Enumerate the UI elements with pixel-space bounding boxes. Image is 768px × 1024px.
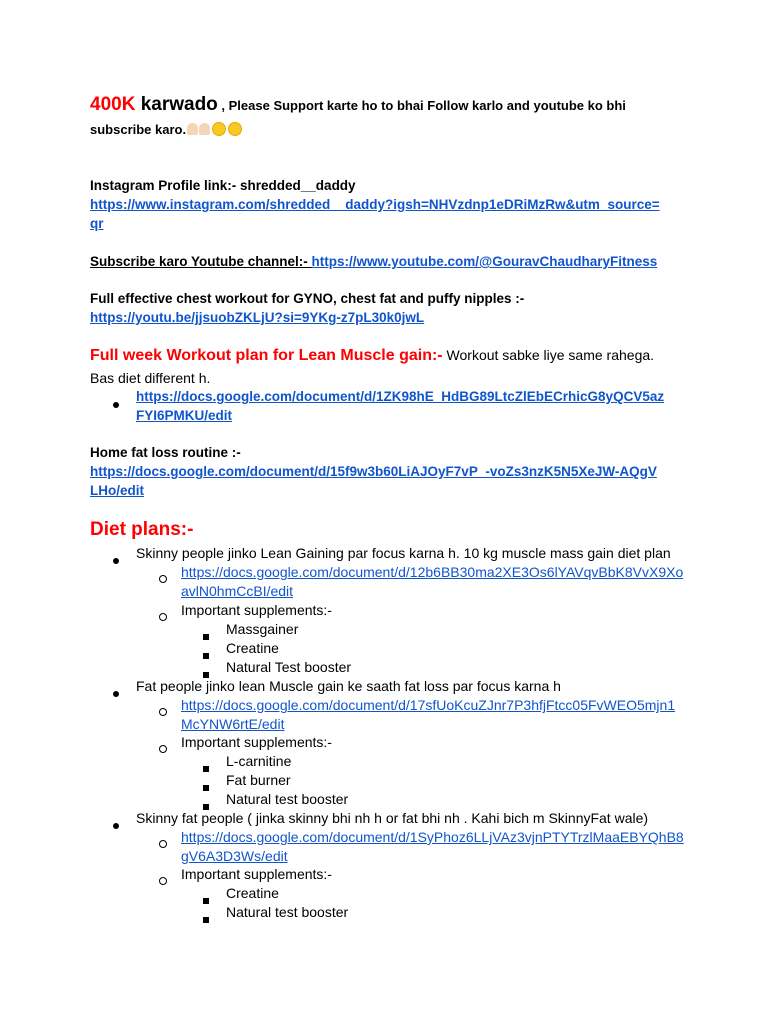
chest-label: Full effective chest workout for GYNO, chest fat and puffy nipples :- bbox=[90, 291, 525, 306]
bullet-circle bbox=[159, 608, 167, 624]
folded-hands-icon bbox=[187, 123, 198, 135]
diet-group-2-supp-label: Important supplements:- bbox=[181, 734, 332, 750]
diet-group-2-link-cont[interactable]: McYNW6rtE/edit bbox=[181, 716, 285, 732]
smiley-face-icon bbox=[212, 122, 226, 136]
supplement-item: Natural test booster bbox=[226, 904, 349, 920]
supplement-item: Creatine bbox=[226, 640, 279, 656]
header-line-1 bbox=[90, 94, 626, 116]
instagram-label: Instagram Profile link:- shredded__daddy bbox=[90, 178, 356, 193]
instagram-link[interactable]: https://www.instagram.com/shredded__daddy?igsh=NHVzdnp1eDRiMzRw&utm_source= bbox=[90, 197, 660, 212]
bullet-square bbox=[203, 646, 209, 662]
bullet-circle bbox=[159, 835, 167, 851]
supplement-item: L-carnitine bbox=[226, 753, 292, 769]
smiley-face-icon bbox=[228, 122, 242, 136]
week-plan-link-cont[interactable]: FYI6PMKU/edit bbox=[136, 408, 233, 423]
week-plan-line bbox=[90, 347, 654, 365]
bullet-square bbox=[203, 778, 209, 794]
youtube-link[interactable]: https://www.youtube.com/@GouravChaudharyFitness bbox=[311, 254, 658, 269]
bullet-dot bbox=[113, 684, 119, 700]
bullet-square bbox=[203, 759, 209, 775]
bullet-circle bbox=[159, 570, 167, 586]
week-plan-note-2: Bas diet different h. bbox=[90, 370, 211, 386]
folded-hands-icon bbox=[199, 123, 210, 135]
header-big-red: 400K bbox=[90, 94, 136, 115]
header-big-black: karwado bbox=[135, 94, 218, 115]
diet-group-2-link[interactable]: https://docs.google.com/document/d/17sfUoKcuZJnr7P3hfjFtcc05FvWEO5mjn1 bbox=[181, 697, 676, 713]
bullet-dot bbox=[113, 551, 119, 567]
youtube-label: Subscribe karo Youtube channel:- bbox=[90, 254, 312, 269]
diet-group-3-supp-label: Important supplements:- bbox=[181, 866, 332, 882]
diet-plans-title: Diet plans:- bbox=[90, 519, 194, 540]
diet-group-1-link-cont[interactable]: avlN0hmCcBI/edit bbox=[181, 583, 294, 599]
week-plan-note: Workout sabke liye same rahega. bbox=[442, 347, 655, 363]
supplement-item: Massgainer bbox=[226, 621, 299, 637]
week-plan-link[interactable]: https://docs.google.com/document/d/1ZK98hE_HdBG89LtcZlEbECrhicG8yQCV5az bbox=[136, 389, 665, 404]
bullet-dot bbox=[113, 395, 119, 411]
diet-group-1-link[interactable]: https://docs.google.com/document/d/12b6BB30ma2XE3Os6lYAVqvBbK8VvX9Xo bbox=[181, 564, 684, 580]
diet-group-3-link[interactable]: https://docs.google.com/document/d/1SyPhoz6LLjVAz3vjnPTYTrzlMaaEBYQhB8 bbox=[181, 829, 684, 845]
header-small-text: , Please Support karte ho to bhai Follow karlo and youtube ko bhi bbox=[217, 98, 626, 113]
supplement-item: Fat burner bbox=[226, 772, 291, 788]
supplement-item: Natural test booster bbox=[226, 791, 349, 807]
bullet-square bbox=[203, 891, 209, 907]
header-line-2-text: subscribe karo. bbox=[90, 122, 187, 137]
bullet-circle bbox=[159, 740, 167, 756]
bullet-square bbox=[203, 910, 209, 926]
bullet-circle bbox=[159, 872, 167, 888]
diet-group-1-text: Skinny people jinko Lean Gaining par focus karna h. 10 kg muscle mass gain diet plan bbox=[136, 545, 671, 561]
diet-group-1-supp-label: Important supplements:- bbox=[181, 602, 332, 618]
youtube-line bbox=[90, 254, 657, 269]
diet-group-3-link-cont[interactable]: gV6A3D3Ws/edit bbox=[181, 848, 288, 864]
diet-group-2-text: Fat people jinko lean Muscle gain ke saath fat loss par focus karna h bbox=[136, 678, 561, 694]
bullet-square bbox=[203, 627, 209, 643]
week-plan-title: Full week Workout plan for Lean Muscle gain:- bbox=[90, 347, 443, 364]
bullet-circle bbox=[159, 703, 167, 719]
chest-link[interactable]: https://youtu.be/jjsuobZKLjU?si=9YKg-z7pL30k0jwL bbox=[90, 310, 425, 325]
supplement-item: Creatine bbox=[226, 885, 279, 901]
bullet-dot bbox=[113, 816, 119, 832]
supplement-item: Natural Test booster bbox=[226, 659, 352, 675]
diet-group-3-text: Skinny fat people ( jinka skinny bhi nh h or fat bhi nh . Kahi bich m SkinnyFat wale) bbox=[136, 810, 649, 826]
header-line-2 bbox=[90, 122, 242, 137]
home-routine-link-cont[interactable]: LHo/edit bbox=[90, 483, 144, 498]
home-routine-link[interactable]: https://docs.google.com/document/d/15f9w3b60LiAJOyF7vP_-voZs3nzK5N5XeJW-AQgV bbox=[90, 464, 657, 479]
home-routine-label: Home fat loss routine :- bbox=[90, 445, 241, 460]
instagram-link-cont[interactable]: qr bbox=[90, 216, 104, 231]
